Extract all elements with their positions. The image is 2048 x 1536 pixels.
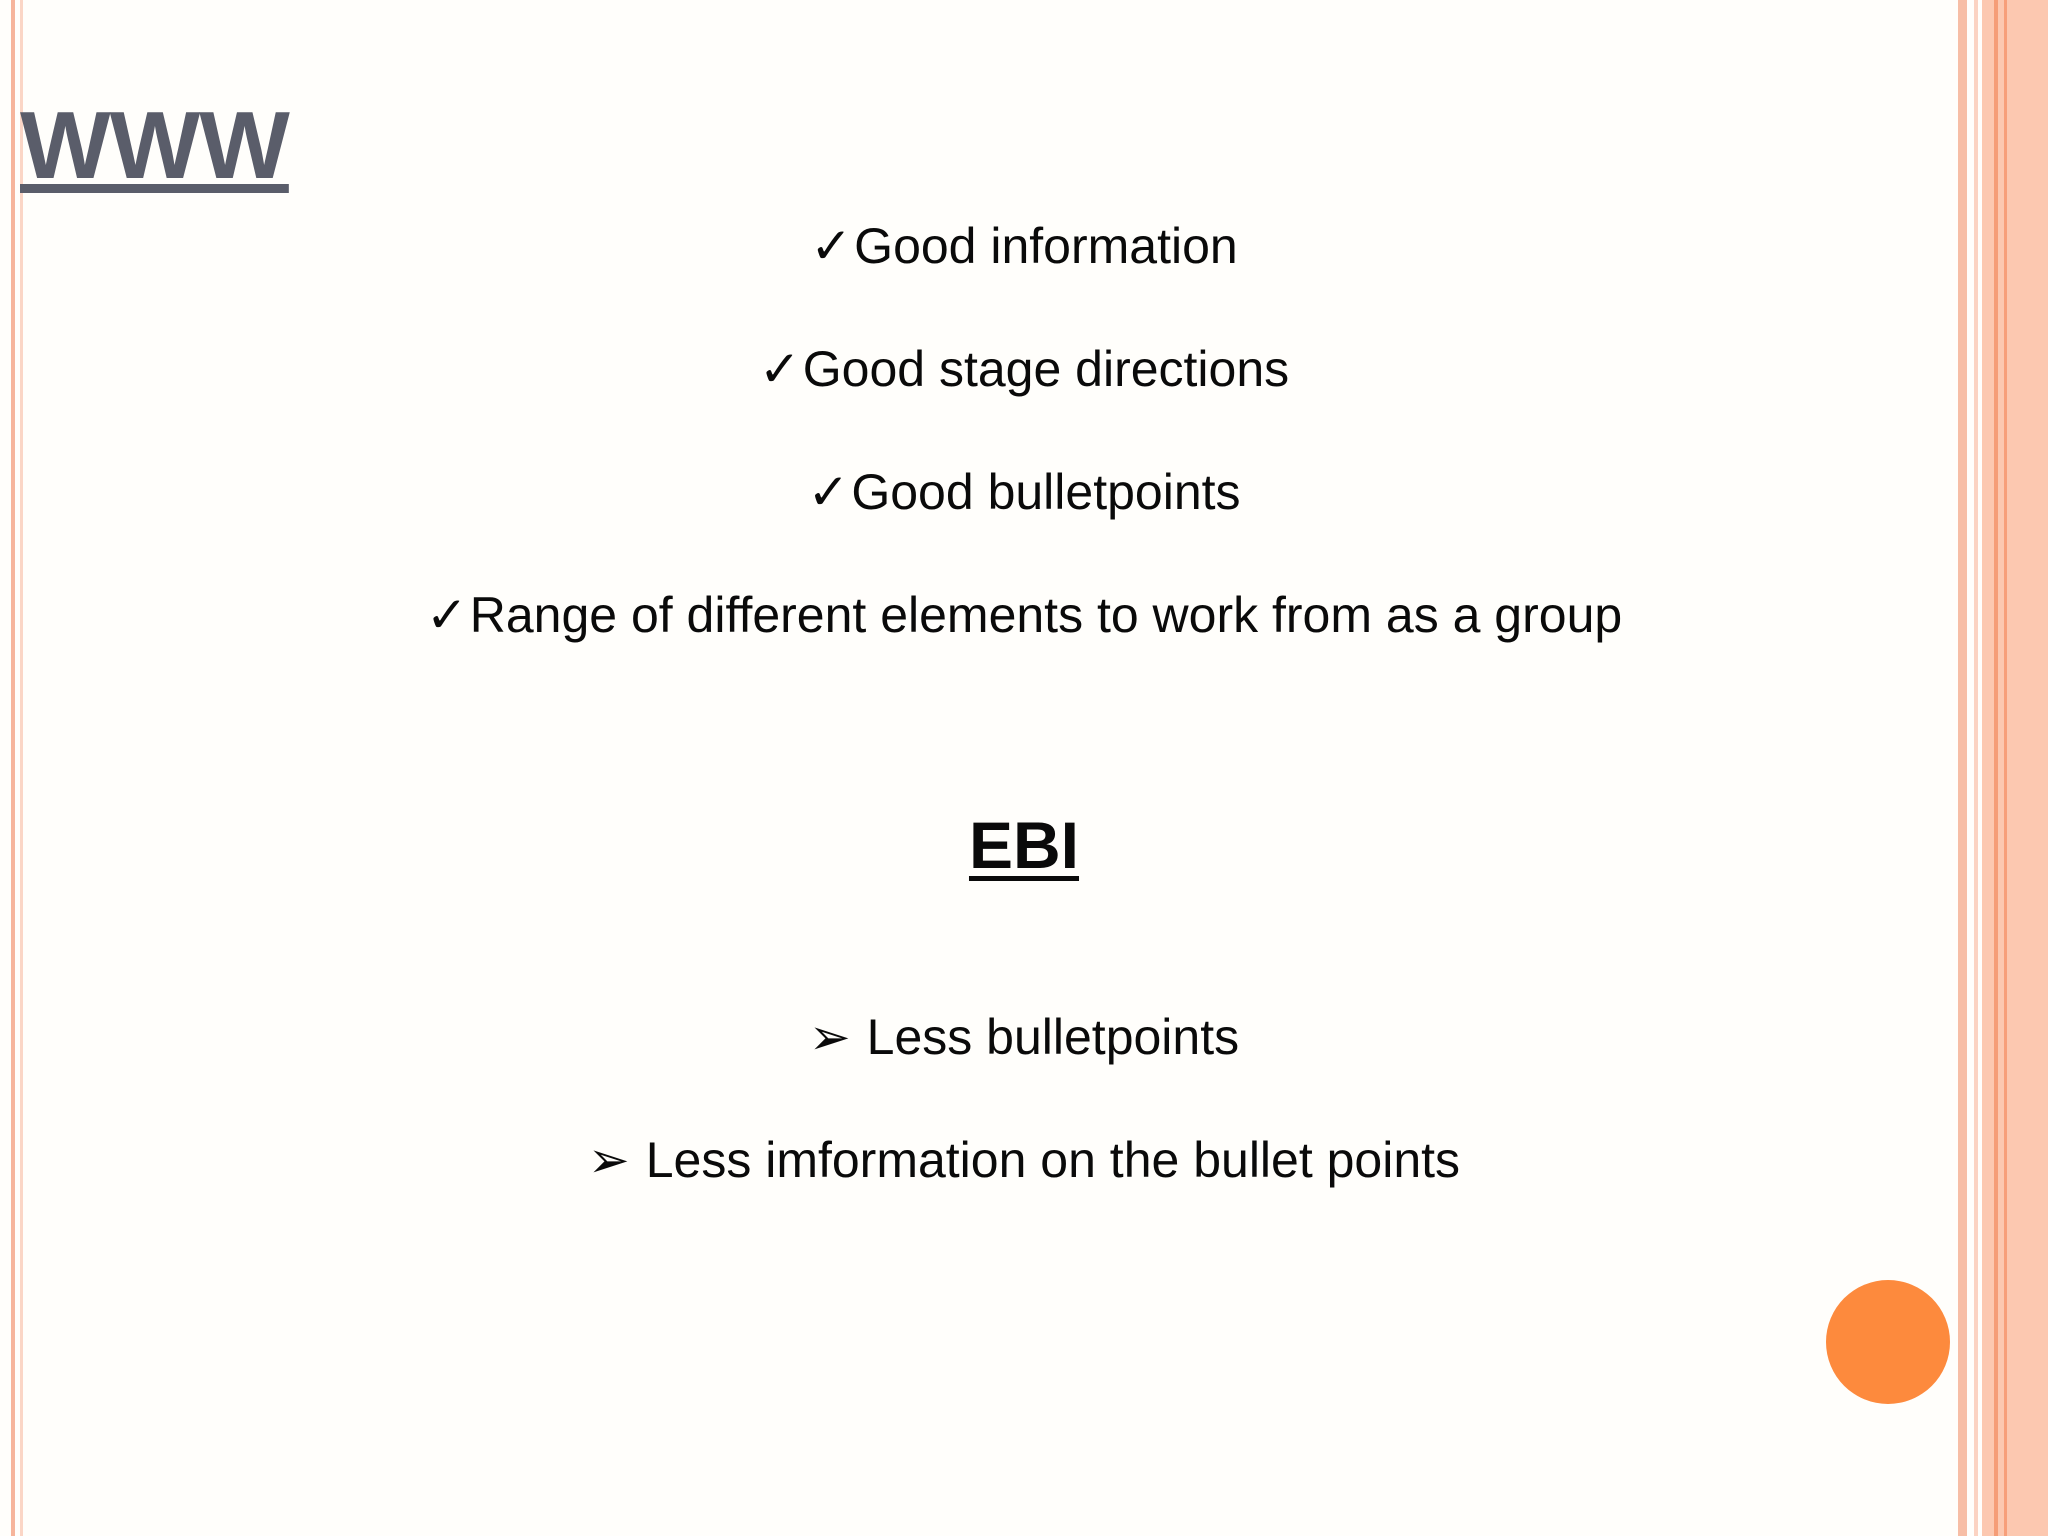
www-item-text: Good stage directions: [802, 341, 1290, 397]
checkmark-icon: ✓: [807, 464, 850, 520]
www-item-text: Good bulletpoints: [851, 464, 1241, 520]
ebi-item: [0, 1130, 2048, 1190]
ebi-item: [0, 1007, 2048, 1067]
ebi-item-text: Less bulletpoints: [852, 1009, 1240, 1065]
www-item: [0, 216, 2048, 276]
www-heading: WWW: [20, 92, 289, 199]
arrowhead-bullet-icon: ➢: [808, 1009, 851, 1065]
www-item: [0, 585, 2048, 645]
ebi-item-text: Less imformation on the bullet points: [631, 1132, 1461, 1188]
www-item-text: Good information: [854, 218, 1238, 274]
arrowhead-bullet-icon: ➢: [587, 1132, 630, 1188]
orange-circle-decoration: [1826, 1280, 1950, 1404]
checkmark-icon: ✓: [810, 218, 853, 274]
www-item-text: Range of different elements to work from as a group: [469, 587, 1623, 643]
www-item: [0, 339, 2048, 399]
checkmark-icon: ✓: [425, 587, 468, 643]
www-item: [0, 462, 2048, 522]
ebi-heading: EBI: [968, 808, 1080, 882]
checkmark-icon: ✓: [758, 341, 801, 397]
